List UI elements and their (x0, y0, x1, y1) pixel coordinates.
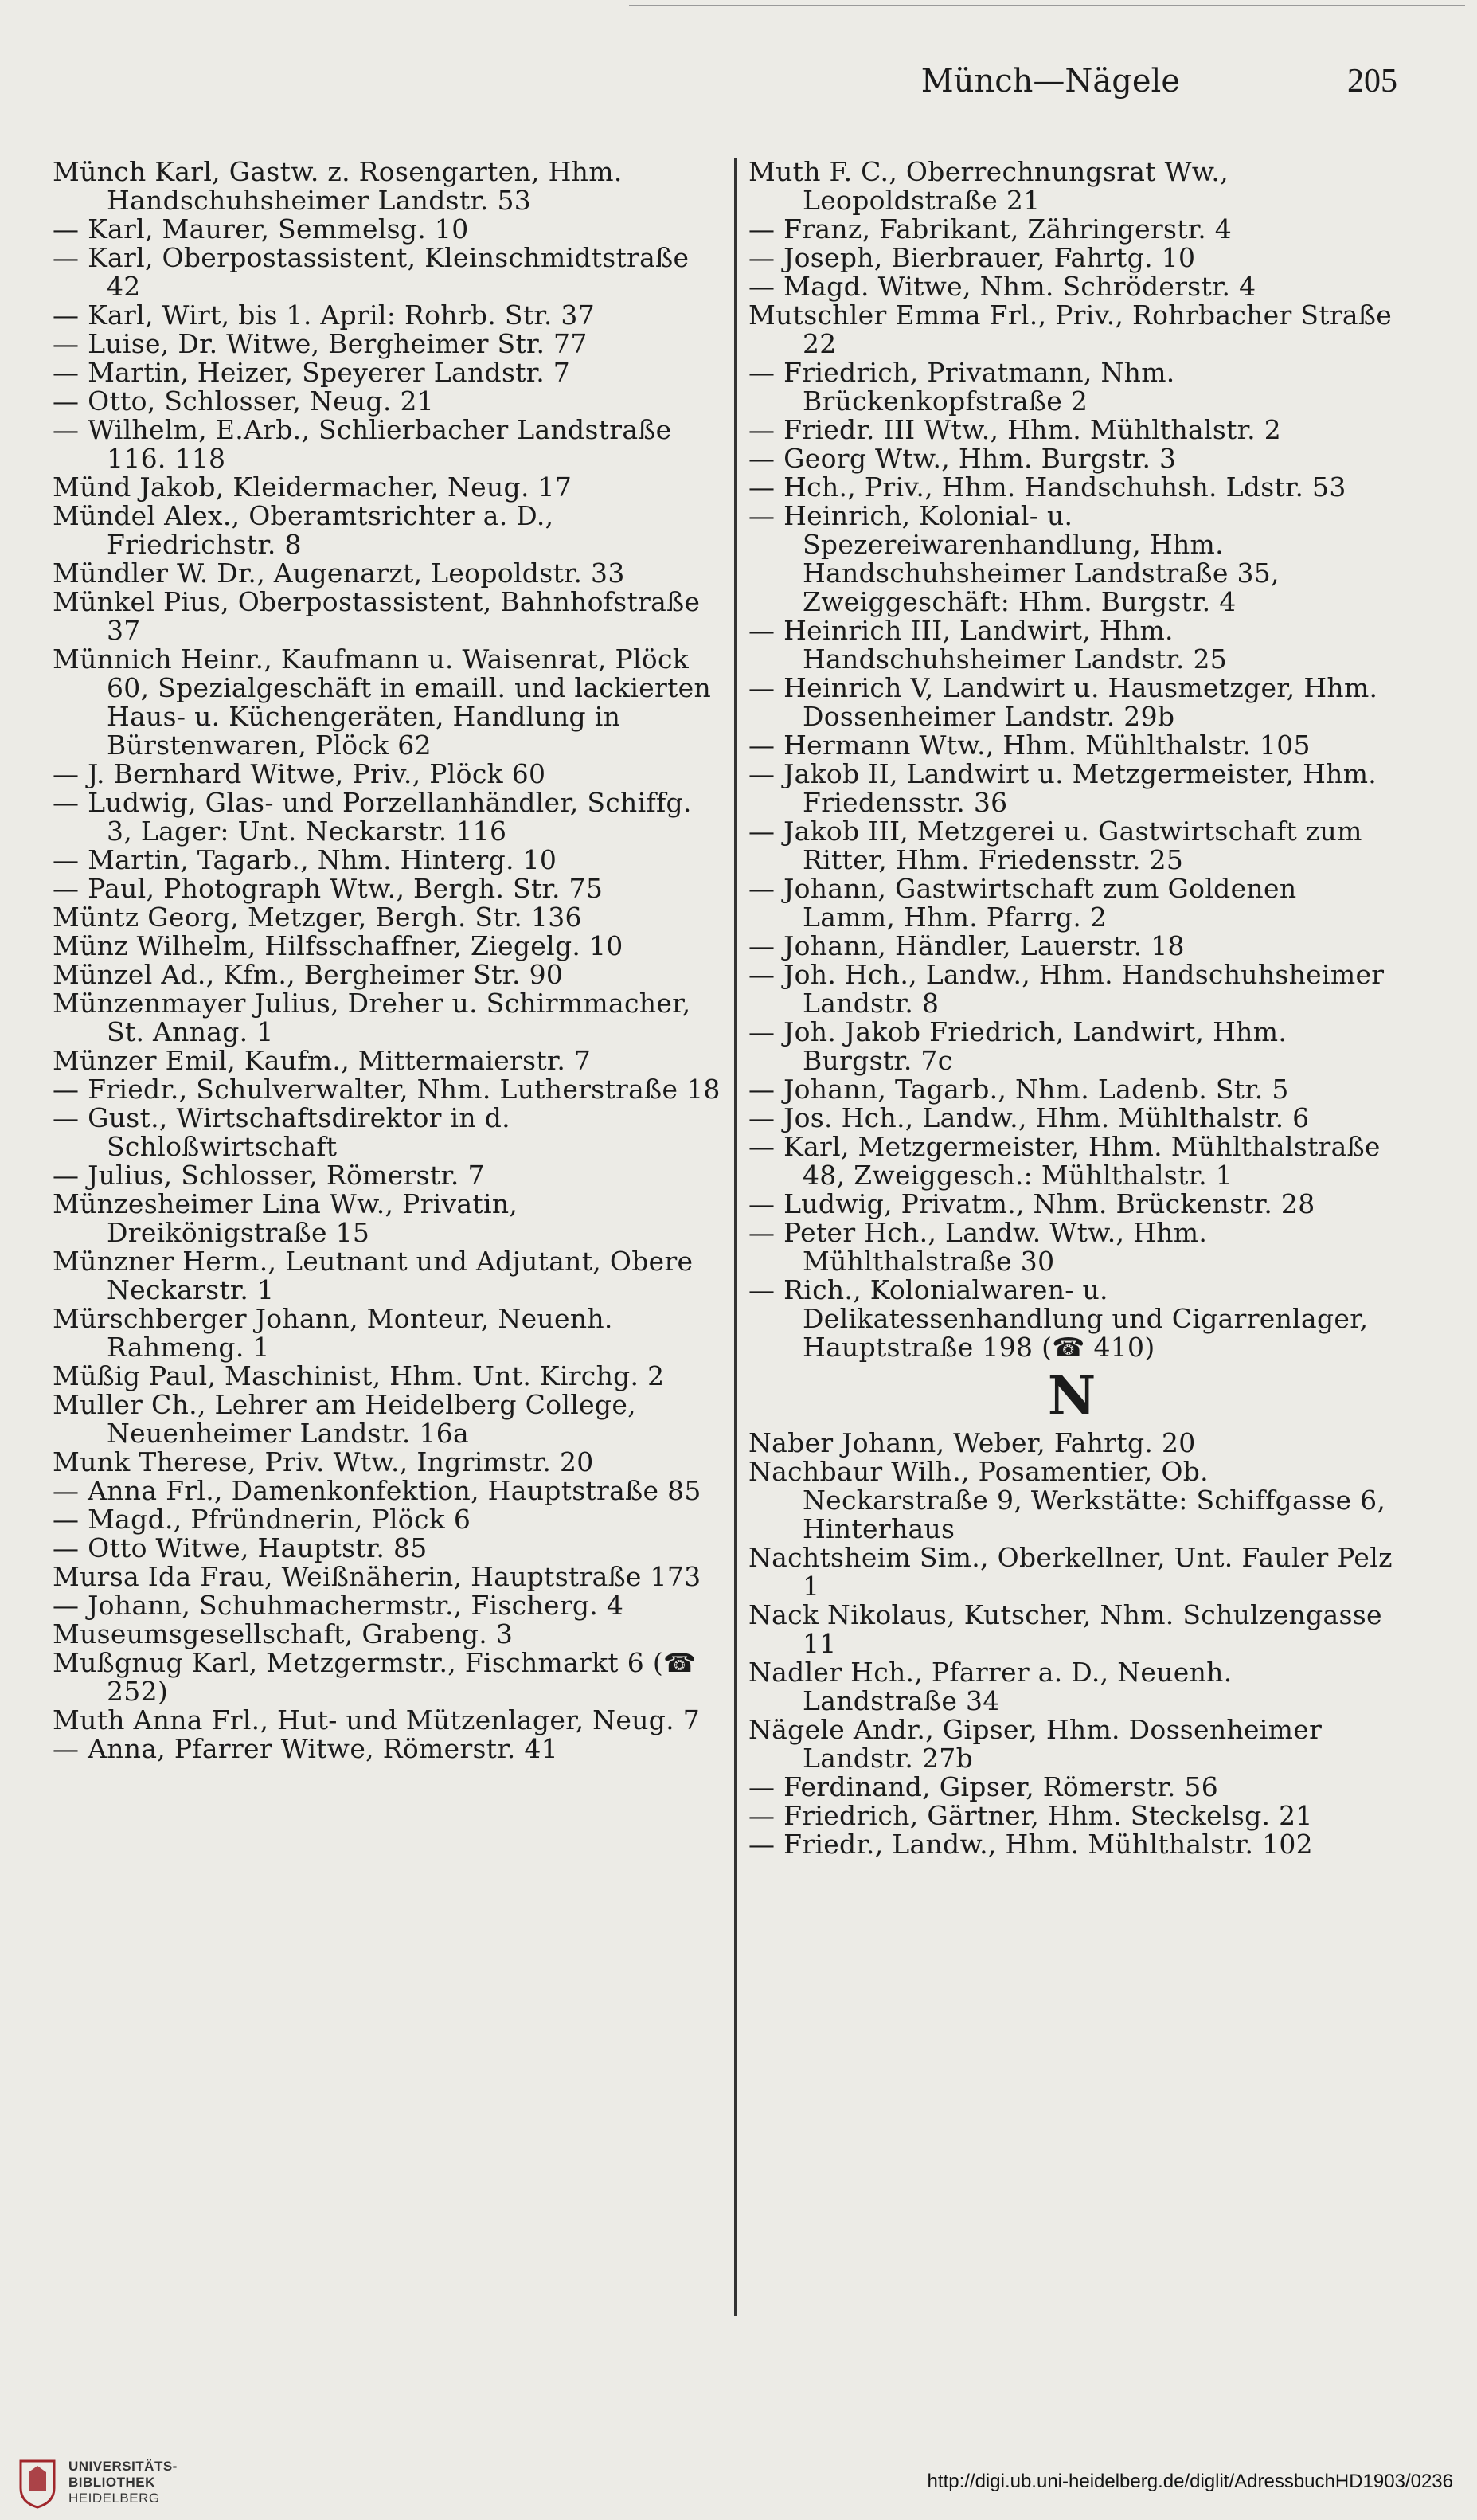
directory-entry: — Gust., Wirtschaftsdirektor in d. Schloßwirtschaft (53, 1102, 510, 1162)
directory-entry: — Peter Hch., Landw. Wtw., Hhm. Mühlthalstraße 30 (748, 1217, 1208, 1277)
directory-entry: — Johann, Tagarb., Nhm. Ladenb. Str. 5 (748, 1074, 1289, 1105)
directory-entry: Nachbaur Wilh., Posamentier, Ob. Neckarstraße 9, Werkstätte: Schiffgasse 6, Hinterhaus (748, 1456, 1386, 1544)
directory-entry: Nägele Andr., Gipser, Hhm. Dossenheimer Landstr. 27b (748, 1714, 1323, 1774)
directory-entry: — Joh. Jakob Friedrich, Landwirt, Hhm. Burgstr. 7c (748, 1016, 1287, 1076)
page-header (48, 62, 1397, 110)
logo-text (68, 2459, 178, 2506)
right-m-entries (748, 158, 1395, 1362)
directory-entry: Mündler W. Dr., Augenarzt, Leopoldstr. 33 (53, 558, 625, 589)
directory-entry: — Otto Witwe, Hauptstr. 85 (53, 1532, 428, 1563)
directory-entry: Münzel Ad., Kfm., Bergheimer Str. 90 (53, 959, 564, 990)
directory-entry: — Friedr. III Wtw., Hhm. Mühlthalstr. 2 (748, 414, 1281, 445)
directory-entry: — Wilhelm, E.Arb., Schlierbacher Landstraße 116. 118 (53, 414, 672, 474)
directory-entry: — Jakob II, Landwirt u. Metzgermeister, Hhm. Friedensstr. 36 (748, 758, 1377, 818)
directory-entry: — Friedr., Schulverwalter, Nhm. Lutherstraße 18 (53, 1074, 721, 1105)
directory-entry: — Paul, Photograph Wtw., Bergh. Str. 75 (53, 873, 604, 904)
directory-entry: — Friedr., Landw., Hhm. Mühlthalstr. 102 (748, 1829, 1313, 1860)
directory-entry: — Heinrich III, Landwirt, Hhm. Handschuhsheimer Landstr. 25 (748, 615, 1228, 675)
directory-entry: — Otto, Schlosser, Neug. 21 (53, 385, 435, 417)
directory-entry: Münz Wilhelm, Hilfsschaffner, Ziegelg. 10 (53, 930, 623, 961)
directory-entry: Müßig Paul, Maschinist, Hhm. Unt. Kirchg. 2 (53, 1360, 665, 1391)
source-url[interactable]: http://digi.ub.uni-heidelberg.de/diglit/AdressbuchHD1903/0236 (927, 2471, 1453, 2492)
directory-entry: — Luise, Dr. Witwe, Bergheimer Str. 77 (53, 328, 588, 359)
directory-entry: Münzer Emil, Kaufm., Mittermaierstr. 7 (53, 1045, 592, 1076)
directory-entry: — Magd. Witwe, Nhm. Schröderstr. 4 (748, 271, 1256, 302)
directory-entry: — Hch., Priv., Hhm. Handschuhsh. Ldstr. 53 (748, 472, 1346, 503)
directory-entry: Münch Karl, Gastw. z. Rosengarten, Hhm. Handschuhsheimer Landstr. 53 (53, 156, 623, 216)
directory-entry: — Anna, Pfarrer Witwe, Römerstr. 41 (53, 1733, 558, 1764)
right-column (748, 158, 1395, 1859)
directory-entry: — Julius, Schlosser, Römerstr. 7 (53, 1160, 485, 1191)
directory-entry: Muller Ch., Lehrer am Heidelberg College, Neuenheimer Landstr. 16a (53, 1389, 636, 1449)
footer (0, 2448, 1477, 2520)
directory-entry: — Hermann Wtw., Hhm. Mühlthalstr. 105 (748, 730, 1311, 761)
directory-entry: — Ludwig, Glas- und Porzellanhändler, Schiffg. 3, Lager: Unt. Neckarstr. 116 (53, 787, 692, 847)
directory-entry: — Jakob III, Metzgerei u. Gastwirtschaft zum Ritter, Hhm. Friedensstr. 25 (748, 816, 1362, 875)
directory-entry: — Ferdinand, Gipser, Römerstr. 56 (748, 1771, 1219, 1802)
directory-entry: Münzenmayer Julius, Dreher u. Schirmmacher, St. Annag. 1 (53, 988, 691, 1047)
directory-entry: — Johann, Händler, Lauerstr. 18 (748, 930, 1185, 961)
directory-entry: Naber Johann, Weber, Fahrtg. 20 (748, 1427, 1196, 1458)
directory-entry: — Georg Wtw., Hhm. Burgstr. 3 (748, 443, 1177, 474)
directory-entry: — Anna Frl., Damenkonfektion, Hauptstraße 85 (53, 1475, 701, 1506)
directory-entry: — Heinrich, Kolonial- u. Spezereiwarenhandlung, Hhm. Handschuhsheimer Landstraße 35, Zweiggeschäft: Hhm. Burgstr. 4 (748, 500, 1280, 617)
directory-entry: Nachtsheim Sim., Oberkellner, Unt. Fauler Pelz 1 (748, 1542, 1393, 1602)
directory-entry: — Johann, Gastwirtschaft zum Goldenen Lamm, Hhm. Pfarrg. 2 (748, 873, 1297, 933)
directory-entry: Münzner Herm., Leutnant und Adjutant, Obere Neckarstr. 1 (53, 1246, 694, 1305)
directory-entry: Muth Anna Frl., Hut- und Mützenlager, Neug. 7 (53, 1704, 701, 1735)
directory-entry: — Jos. Hch., Landw., Hhm. Mühlthalstr. 6 (748, 1102, 1310, 1133)
directory-entry: Nadler Hch., Pfarrer a. D., Neuenh. Landstraße 34 (748, 1657, 1233, 1716)
directory-entry: — Franz, Fabrikant, Zähringerstr. 4 (748, 213, 1233, 245)
library-logo[interactable] (14, 2456, 178, 2509)
directory-entry: — Magd., Pfründnerin, Plöck 6 (53, 1504, 471, 1535)
column-divider (734, 158, 737, 2316)
left-column (53, 158, 725, 1763)
directory-entry: — Friedrich, Privatmann, Nhm. Brückenkopfstraße 2 (748, 357, 1175, 417)
directory-entry: Museumsgesellschaft, Grabeng. 3 (53, 1618, 514, 1649)
directory-entry: Nack Nikolaus, Kutscher, Nhm. Schulzengasse 11 (748, 1599, 1382, 1659)
directory-entry: Mußgnug Karl, Metzgermstr., Fischmarkt 6 (☎ 252) (53, 1647, 697, 1707)
directory-entry: Mündel Alex., Oberamtsrichter a. D., Friedrichstr. 8 (53, 500, 554, 560)
directory-entry: Mursa Ida Frau, Weißnäherin, Hauptstraße 173 (53, 1561, 701, 1592)
directory-entry: — Rich., Kolonialwaren- u. Delikatessenhandlung und Cigarrenlager, Hauptstraße 198 (☎ 410) (748, 1274, 1369, 1363)
directory-entry: Munk Therese, Priv. Wtw., Ingrimstr. 20 (53, 1446, 594, 1477)
page-number: 205 (1347, 63, 1397, 100)
logo-line-1: UNIVERSITÄTS- (68, 2459, 178, 2474)
seal-icon (14, 2456, 61, 2509)
directory-entry: — Friedrich, Gärtner, Hhm. Steckelsg. 21 (748, 1800, 1313, 1831)
directory-entry: Mürschberger Johann, Monteur, Neuenh. Rahmeng. 1 (53, 1303, 613, 1363)
directory-entry: — Karl, Oberpostassistent, Kleinschmidtstraße 42 (53, 242, 690, 302)
right-n-entries (748, 1429, 1395, 1859)
directory-entry: — Martin, Heizer, Speyerer Landstr. 7 (53, 357, 571, 388)
directory-entry: Münkel Pius, Oberpostassistent, Bahnhofstraße 37 (53, 586, 701, 646)
directory-entry: Münnich Heinr., Kaufmann u. Waisenrat, Plöck 60, Spezialgeschäft in emaill. und lackierten Haus- u. Küchengeräten, Handlung in Bürstenwaren, Plöck 62 (53, 644, 712, 761)
directory-entry: — Martin, Tagarb., Nhm. Hinterg. 10 (53, 844, 557, 875)
directory-entry: — Joh. Hch., Landw., Hhm. Handschuhsheimer Landstr. 8 (748, 959, 1385, 1019)
directory-entry: — Karl, Wirt, bis 1. April: Rohrb. Str. 37 (53, 299, 595, 331)
directory-entry: — Johann, Schuhmachermstr., Fischerg. 4 (53, 1590, 624, 1621)
directory-entry: — Karl, Metzgermeister, Hhm. Mühlthalstraße 48, Zweiggesch.: Mühlthalstr. 1 (748, 1131, 1381, 1191)
logo-line-2: BIBLIOTHEK (68, 2475, 155, 2490)
running-title: Münch—Nägele (920, 63, 1180, 100)
directory-entry: — Karl, Maurer, Semmelsg. 10 (53, 213, 469, 245)
directory-entry: Müntz Georg, Metzger, Bergh. Str. 136 (53, 902, 582, 933)
directory-entry: — J. Bernhard Witwe, Priv., Plöck 60 (53, 758, 546, 789)
directory-entry: Muth F. C., Oberrechnungsrat Ww., Leopoldstraße 21 (748, 156, 1229, 216)
directory-entry: — Heinrich V, Landwirt u. Hausmetzger, Hhm. Dossenheimer Landstr. 29b (748, 672, 1378, 732)
directory-entry: — Ludwig, Privatm., Nhm. Brückenstr. 28 (748, 1188, 1315, 1219)
section-letter-n: N (1047, 1364, 1096, 1426)
top-rule (629, 5, 1465, 6)
logo-line-3: HEIDELBERG (68, 2491, 160, 2506)
directory-entry: Mutschler Emma Frl., Priv., Rohrbacher Straße 22 (748, 299, 1393, 359)
directory-entry: Münzesheimer Lina Ww., Privatin, Dreikönigstraße 15 (53, 1188, 518, 1248)
directory-entry: Münd Jakob, Kleidermacher, Neug. 17 (53, 472, 572, 503)
directory-entry: — Joseph, Bierbrauer, Fahrtg. 10 (748, 242, 1196, 273)
